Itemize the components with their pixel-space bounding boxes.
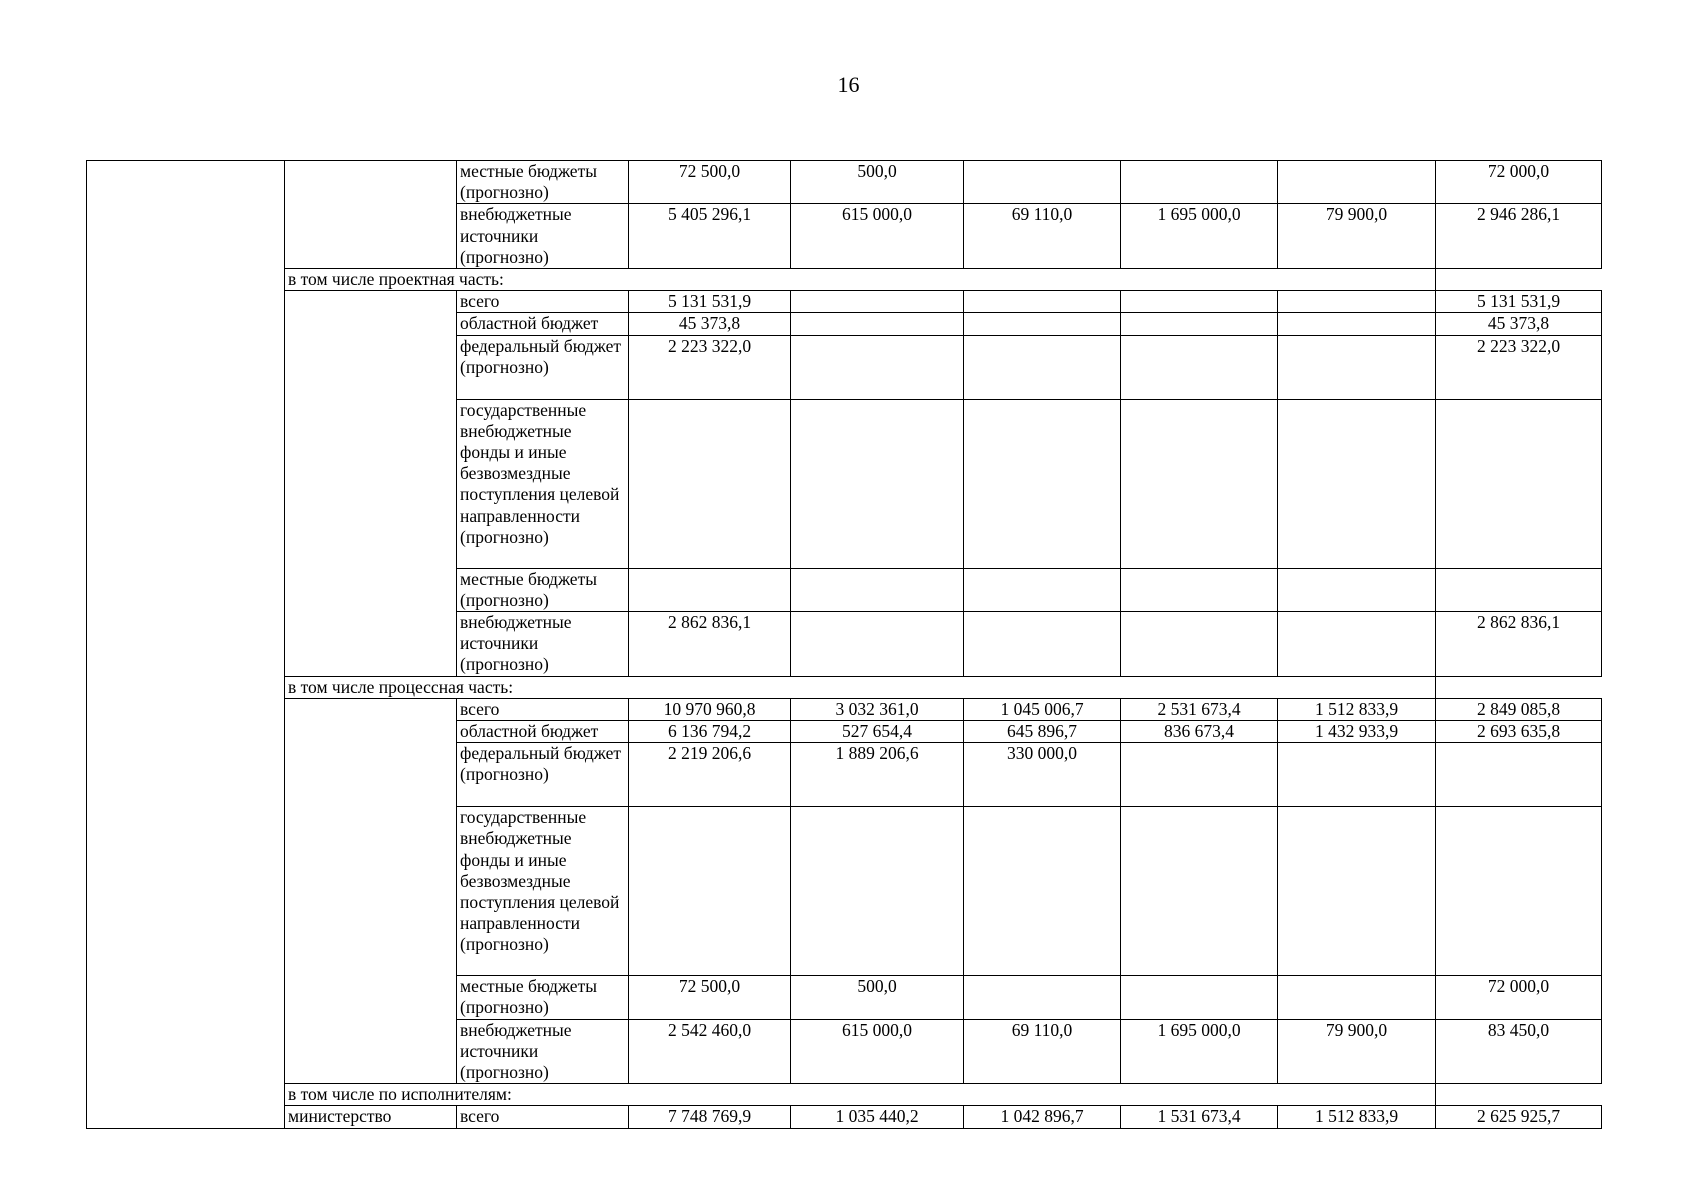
value-cell: 500,0 [791,161,964,204]
value-cell: 2 531 673,4 [1121,698,1278,720]
value-cell [791,612,964,677]
value-cell: 83 450,0 [1436,1019,1602,1084]
value-cell: 2 862 836,1 [1436,612,1602,677]
section-heading: в том числе процессная часть: [285,676,1436,698]
value-cell [964,976,1121,1019]
value-cell [1278,399,1436,568]
value-cell: 1 512 833,9 [1278,1106,1436,1128]
funding-source-label: внебюджетные источники (прогнозно) [457,204,629,269]
budget-table [86,160,1602,1129]
value-cell: 1 695 000,0 [1121,1019,1278,1084]
funding-source-label: местные бюджеты (прогнозно) [457,568,629,611]
executor-cell [285,698,457,1083]
value-cell: 1 889 206,6 [791,743,964,807]
value-cell [1121,743,1278,807]
value-cell: 72 000,0 [1436,976,1602,1019]
value-cell [1436,399,1602,568]
value-cell [1278,313,1436,335]
funding-source-label: федеральный бюджет (прогнозно) [457,335,629,399]
funding-source-label: внебюджетные источники (прогнозно) [457,1019,629,1084]
value-cell [964,291,1121,313]
executor-cell [285,291,457,676]
value-cell: 615 000,0 [791,1019,964,1084]
value-cell: 6 136 794,2 [629,721,791,743]
funding-source-label: областной бюджет [457,721,629,743]
value-cell [1278,976,1436,1019]
value-cell [1278,291,1436,313]
table-row [87,161,1602,204]
value-cell [1121,161,1278,204]
value-cell: 500,0 [791,976,964,1019]
section-heading: в том числе по исполнителям: [285,1084,1436,1106]
value-cell [629,807,791,976]
value-cell: 5 131 531,9 [629,291,791,313]
section-row [87,676,1602,698]
value-cell [964,568,1121,611]
value-cell: 72 500,0 [629,161,791,204]
value-cell: 79 900,0 [1278,1019,1436,1084]
value-cell: 1 042 896,7 [964,1106,1121,1128]
value-cell: 2 849 085,8 [1436,698,1602,720]
value-cell: 10 970 960,8 [629,698,791,720]
value-cell: 72 000,0 [1436,161,1602,204]
table-row [87,698,1602,720]
value-cell: 2 219 206,6 [629,743,791,807]
value-cell: 2 542 460,0 [629,1019,791,1084]
value-cell: 1 035 440,2 [791,1106,964,1128]
value-cell: 45 373,8 [629,313,791,335]
program-cell [87,161,285,1129]
value-cell: 645 896,7 [964,721,1121,743]
value-cell: 2 946 286,1 [1436,204,1602,269]
funding-source-label: государственные внебюджетные фонды и иные безвозмездные поступления целевой направленности (прогнозно) [457,807,629,976]
value-cell [791,291,964,313]
value-cell [791,313,964,335]
value-cell [1121,976,1278,1019]
value-cell: 2 625 925,7 [1436,1106,1602,1128]
value-cell: 72 500,0 [629,976,791,1019]
value-cell [791,568,964,611]
value-cell [1436,807,1602,976]
funding-source-label: всего [457,291,629,313]
executor-cell [285,161,457,269]
funding-source-label: всего [457,1106,629,1128]
value-cell [1278,612,1436,677]
value-cell: 79 900,0 [1278,204,1436,269]
table-row [87,1106,1602,1128]
value-cell: 69 110,0 [964,1019,1121,1084]
funding-source-label: государственные внебюджетные фонды и иные безвозмездные поступления целевой направленности (прогнозно) [457,399,629,568]
value-cell [964,612,1121,677]
section-row [87,1084,1602,1106]
funding-source-label: всего [457,698,629,720]
value-cell: 3 032 361,0 [791,698,964,720]
value-cell [791,399,964,568]
value-cell [791,807,964,976]
section-heading: в том числе проектная часть: [285,269,1436,291]
value-cell [964,161,1121,204]
value-cell: 2 862 836,1 [629,612,791,677]
value-cell [1278,743,1436,807]
table-row [87,291,1602,313]
value-cell: 1 045 006,7 [964,698,1121,720]
value-cell [1121,291,1278,313]
value-cell [1121,335,1278,399]
value-cell [1278,335,1436,399]
value-cell: 2 223 322,0 [1436,335,1602,399]
value-cell [1278,568,1436,611]
value-cell: 1 512 833,9 [1278,698,1436,720]
value-cell [964,399,1121,568]
funding-source-label: областной бюджет [457,313,629,335]
value-cell: 7 748 769,9 [629,1106,791,1128]
value-cell [1121,313,1278,335]
value-cell: 1 432 933,9 [1278,721,1436,743]
value-cell: 2 223 322,0 [629,335,791,399]
value-cell: 1 695 000,0 [1121,204,1278,269]
section-row [87,269,1602,291]
funding-source-label: внебюджетные источники (прогнозно) [457,612,629,677]
value-cell [1278,161,1436,204]
value-cell [1436,568,1602,611]
value-cell: 836 673,4 [1121,721,1278,743]
value-cell [791,335,964,399]
value-cell: 615 000,0 [791,204,964,269]
value-cell: 5 405 296,1 [629,204,791,269]
page-number: 16 [837,72,860,97]
value-cell [1121,568,1278,611]
funding-source-label: федеральный бюджет (прогнозно) [457,743,629,807]
value-cell [964,313,1121,335]
value-cell [629,399,791,568]
value-cell [1121,612,1278,677]
value-cell: 2 693 635,8 [1436,721,1602,743]
value-cell: 330 000,0 [964,743,1121,807]
value-cell [1121,807,1278,976]
value-cell: 1 531 673,4 [1121,1106,1278,1128]
value-cell [964,807,1121,976]
executor-cell: министерство [285,1106,457,1128]
value-cell [629,568,791,611]
funding-source-label: местные бюджеты (прогнозно) [457,161,629,204]
value-cell [964,335,1121,399]
value-cell [1121,399,1278,568]
value-cell: 5 131 531,9 [1436,291,1602,313]
value-cell: 45 373,8 [1436,313,1602,335]
value-cell: 527 654,4 [791,721,964,743]
value-cell: 69 110,0 [964,204,1121,269]
value-cell [1278,807,1436,976]
funding-source-label: местные бюджеты (прогнозно) [457,976,629,1019]
value-cell [1436,743,1602,807]
